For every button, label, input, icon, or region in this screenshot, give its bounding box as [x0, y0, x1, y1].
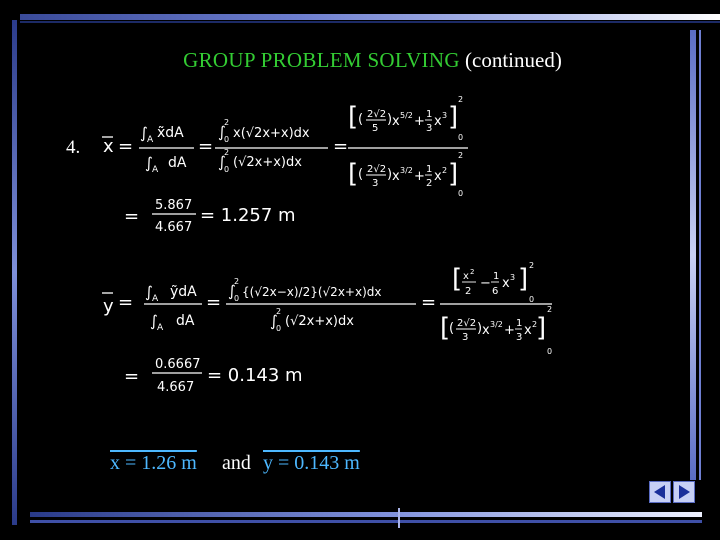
answer-x: x = 1.26 m	[110, 452, 197, 474]
nav-prev-icon	[650, 482, 670, 502]
svg-text:3: 3	[372, 178, 379, 189]
svg-text:2: 2	[426, 178, 433, 189]
svg-text:=: =	[421, 292, 437, 313]
xbar-equation	[102, 95, 468, 198]
svg-text:x(√2x+x)dx: x(√2x+x)dx	[233, 126, 310, 141]
svg-text:=: =	[118, 136, 134, 157]
svg-text:3: 3	[462, 332, 469, 343]
final-answer	[110, 452, 197, 475]
svg-text:0: 0	[458, 133, 464, 142]
svg-text:x: x	[392, 169, 400, 184]
final-answer-y	[263, 452, 360, 475]
svg-text:∫: ∫	[228, 282, 236, 300]
svg-text:]: ]	[448, 159, 459, 189]
svg-text:A: A	[152, 165, 159, 175]
svg-text:2: 2	[224, 118, 230, 127]
svg-text:[: [	[440, 313, 451, 343]
xbar-value: = 1.257 m	[200, 205, 296, 226]
slide-title-suffix: (continued)	[465, 48, 562, 72]
item-number: 4.	[66, 137, 81, 158]
svg-text:1: 1	[516, 318, 523, 329]
svg-text:(: (	[449, 321, 455, 336]
svg-text:0: 0	[547, 347, 553, 356]
svg-text:2: 2	[470, 268, 475, 276]
ybar-ratio-numer: 0.6667	[155, 357, 201, 372]
svg-text:A: A	[157, 323, 164, 333]
svg-text:3: 3	[442, 111, 448, 120]
svg-text:0: 0	[224, 165, 230, 174]
svg-text:x: x	[434, 169, 442, 184]
answer-and: and	[222, 452, 251, 474]
svg-text:2: 2	[547, 305, 553, 314]
svg-text:0: 0	[224, 135, 230, 144]
svg-text:dA: dA	[168, 155, 187, 171]
svg-text:+: +	[414, 169, 425, 184]
svg-text:+: +	[414, 114, 425, 129]
svg-text:x: x	[463, 271, 469, 282]
svg-text:0: 0	[458, 189, 464, 198]
svg-text:∫: ∫	[270, 312, 278, 330]
svg-text:2: 2	[224, 148, 230, 157]
svg-text:x: x	[434, 114, 442, 129]
ybar-ratio-denom: 4.667	[157, 380, 195, 395]
svg-text:(√2x+x)dx: (√2x+x)dx	[285, 314, 354, 329]
svg-text:{(√2x−x)/2}(√2x+x)dx: {(√2x−x)/2}(√2x+x)dx	[242, 285, 382, 299]
svg-text:y: y	[103, 296, 114, 317]
svg-text:]: ]	[448, 102, 459, 132]
ybar-value: = 0.143 m	[207, 365, 303, 386]
svg-text:(: (	[358, 112, 364, 127]
svg-text:2: 2	[532, 320, 538, 329]
svg-text:x: x	[103, 136, 114, 157]
xbar-ratio-denom: 4.667	[155, 220, 193, 235]
ybar-result	[124, 357, 303, 395]
svg-text:2: 2	[458, 151, 464, 160]
xbar-result	[124, 198, 296, 235]
svg-text:]: ]	[518, 264, 529, 294]
svg-text:]: ]	[536, 313, 547, 343]
svg-text:+: +	[504, 323, 515, 338]
svg-text:0: 0	[529, 295, 535, 304]
svg-text:2√2: 2√2	[367, 164, 387, 175]
nav-next-button[interactable]	[673, 481, 695, 503]
svg-text:2√2: 2√2	[367, 109, 387, 120]
svg-text:=: =	[124, 366, 140, 387]
svg-text:=: =	[124, 206, 140, 227]
svg-text:∫: ∫	[150, 312, 158, 330]
svg-text:=: =	[198, 136, 214, 157]
svg-text:1: 1	[426, 109, 433, 120]
svg-text:−: −	[480, 276, 491, 291]
svg-text:2: 2	[529, 261, 535, 270]
svg-text:[: [	[452, 264, 463, 294]
svg-text:A: A	[152, 294, 159, 304]
svg-text:3: 3	[426, 123, 433, 134]
svg-text:=: =	[333, 136, 349, 157]
svg-text:x̃dA: x̃dA	[157, 125, 184, 141]
svg-text:(√2x+x)dx: (√2x+x)dx	[233, 155, 302, 170]
svg-text:2: 2	[442, 166, 448, 175]
svg-text:1: 1	[493, 271, 500, 282]
ybar-equation	[102, 261, 552, 356]
svg-text:=: =	[118, 292, 134, 313]
svg-text:[: [	[348, 159, 359, 189]
slide-title-main: GROUP PROBLEM SOLVING	[183, 48, 460, 72]
svg-text:x: x	[524, 323, 532, 338]
xbar-ratio-numer: 5.867	[155, 198, 193, 213]
svg-text:(: (	[358, 167, 364, 182]
final-answer-and	[222, 452, 251, 475]
svg-text:[: [	[348, 102, 359, 132]
svg-text:3/2: 3/2	[490, 320, 503, 329]
svg-text:5: 5	[372, 123, 379, 134]
svg-text:∫: ∫	[140, 124, 148, 142]
svg-text:2: 2	[276, 307, 282, 316]
svg-text:): )	[477, 321, 483, 336]
svg-text:6: 6	[492, 286, 499, 297]
svg-text:∫: ∫	[218, 153, 226, 171]
answer-y: y = 0.143 m	[263, 452, 360, 474]
svg-text:∫: ∫	[218, 123, 226, 141]
svg-text:3: 3	[510, 273, 516, 282]
svg-text:x: x	[502, 276, 510, 291]
svg-text:A: A	[147, 135, 154, 145]
svg-text:0: 0	[234, 294, 240, 303]
svg-text:2: 2	[458, 95, 464, 104]
svg-text:): )	[387, 112, 393, 127]
svg-text:x: x	[482, 323, 490, 338]
nav-next-icon	[674, 482, 694, 502]
svg-text:3: 3	[516, 332, 523, 343]
svg-text:1: 1	[426, 164, 433, 175]
svg-text:∫: ∫	[145, 154, 153, 172]
svg-text:∫: ∫	[145, 283, 153, 301]
svg-text:dA: dA	[176, 313, 195, 329]
svg-text:ỹdA: ỹdA	[170, 284, 197, 300]
svg-text:2: 2	[465, 286, 472, 297]
svg-text:0: 0	[276, 324, 282, 333]
nav-prev-button[interactable]	[649, 481, 671, 503]
svg-text:): )	[387, 167, 393, 182]
svg-text:2√2: 2√2	[457, 318, 477, 329]
svg-text:2: 2	[234, 277, 240, 286]
svg-text:5/2: 5/2	[400, 111, 413, 120]
svg-text:=: =	[206, 292, 222, 313]
svg-text:3/2: 3/2	[400, 166, 413, 175]
svg-text:x: x	[392, 114, 400, 129]
